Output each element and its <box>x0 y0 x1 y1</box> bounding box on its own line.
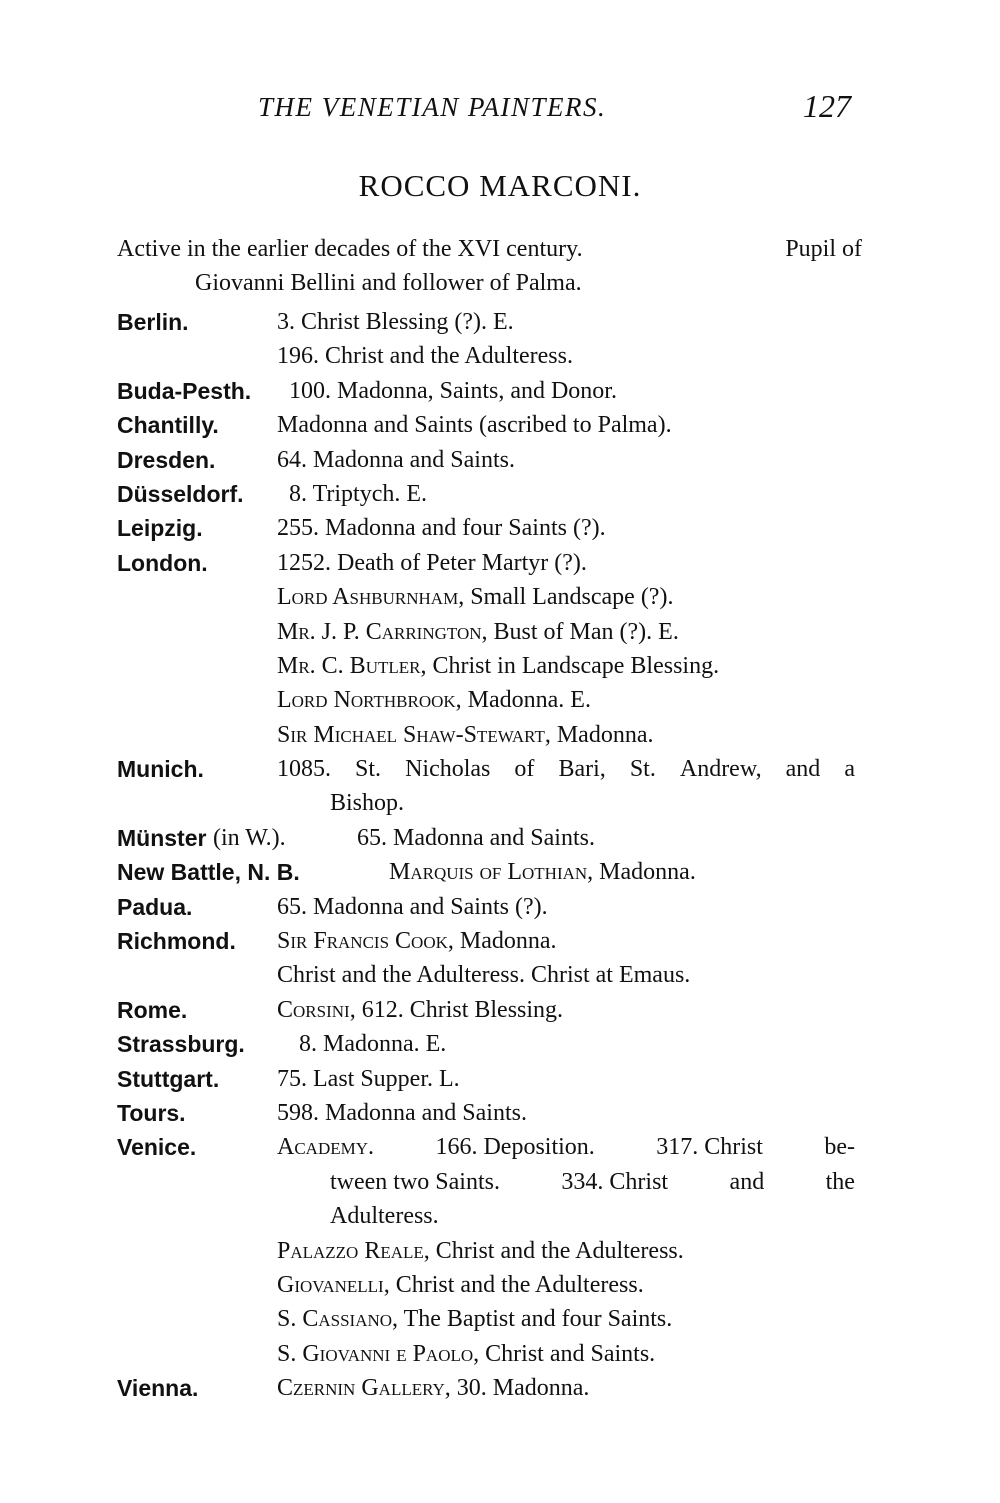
entry-text: 65. Madonna and Saints. <box>357 824 595 851</box>
entry-text <box>330 1165 855 1199</box>
entry-munster <box>117 821 862 855</box>
entry-part: 317. Christ <box>656 1134 763 1161</box>
entry-text <box>277 649 719 683</box>
word: Nicholas <box>405 756 491 783</box>
entry-rest: , The Baptist and four Saints. <box>392 1306 673 1333</box>
entry-london-cont <box>117 718 862 752</box>
entry-text <box>277 1337 655 1371</box>
entry-buda-pesth <box>117 374 862 408</box>
word: Bari, <box>558 756 606 783</box>
entry-london-cont <box>117 683 862 717</box>
city-name: Rome. <box>117 996 188 1023</box>
city-name: London. <box>117 549 208 576</box>
entry-text: 8. Madonna. E. <box>299 1031 447 1058</box>
city-name: Düsseldorf. <box>117 480 244 507</box>
entry-dresden <box>117 443 862 477</box>
entry-text: 100. Madonna, Saints, and Donor. <box>289 377 617 404</box>
entry-venice <box>117 1130 862 1164</box>
city-name: Leipzig. <box>117 515 203 542</box>
entry-stuttgart <box>117 1062 862 1096</box>
entry-text <box>277 1302 672 1336</box>
entry-strassburg <box>117 1027 862 1061</box>
entry-chantilly <box>117 408 862 442</box>
entry-rest: , Small Landscape (?). <box>458 584 674 611</box>
entry-rest: , Christ and the Adulteress. <box>383 1271 644 1298</box>
owner-name: S. Giovanni e Paolo <box>277 1340 474 1367</box>
city-name: Vienna. <box>117 1375 199 1402</box>
owner-name: Marquis of Lothian <box>389 859 588 886</box>
entry-london-cont <box>117 649 862 683</box>
owner-name: Mr. C. Butler <box>277 652 421 679</box>
word: St. <box>629 756 656 783</box>
entry-padua <box>117 890 862 924</box>
owner-name: Corsini <box>277 996 350 1023</box>
entry-london <box>117 546 862 580</box>
entry-rest: , 30. Madonna. <box>444 1375 590 1402</box>
city-name: Tours. <box>117 1099 186 1126</box>
entry-venice-cont <box>117 1165 862 1199</box>
entry-venice-cont <box>117 1234 862 1268</box>
running-title: THE VENETIAN PAINTERS. <box>258 92 607 122</box>
entry-leipzig <box>117 511 862 545</box>
entry-text <box>277 615 679 649</box>
entry-rest: , Madonna. <box>587 859 696 886</box>
entry-richmond <box>117 924 862 958</box>
entry-venice-cont <box>117 1302 862 1336</box>
entry-part: 334. Christ <box>561 1168 669 1195</box>
entry-rest: , Christ in Landscape Blessing. <box>420 652 720 679</box>
owner-name: Mr. J. P. Carrington <box>277 618 482 645</box>
owner-name: Sir Michael Shaw-Stewart <box>277 721 545 748</box>
city-name: Stuttgart. <box>117 1065 220 1092</box>
entry-rest: , 612. Christ Blessing. <box>349 996 564 1023</box>
entry-rest: , Madonna. <box>544 721 654 748</box>
entry-richmond-cont <box>117 958 862 992</box>
entry-text: 3. Christ Blessing (?). E. <box>277 309 514 335</box>
intro-line-2: Giovanni Bellini and follower of Palma. <box>195 270 582 296</box>
owner-name: Academy. <box>277 1134 375 1161</box>
entry-vienna <box>117 1371 862 1405</box>
entry-list <box>117 305 862 1406</box>
entry-text: 598. Madonna and Saints. <box>277 1099 527 1126</box>
city-name: Munich. <box>117 756 204 783</box>
word: St. <box>355 756 382 783</box>
entry-rest: , Madonna. <box>447 928 557 955</box>
entry-tours <box>117 1096 862 1130</box>
entry-text: 75. Last Supper. L. <box>277 1065 460 1092</box>
entry-text: Adulteress. <box>330 1203 439 1230</box>
entry-text <box>277 580 673 614</box>
entry-text: Madonna and Saints (ascribed to Palma). <box>277 412 672 439</box>
entry-part: the <box>825 1168 855 1195</box>
entry-rome <box>117 993 862 1027</box>
city-name: Chantilly. <box>117 412 219 439</box>
entry-rest: , Madonna. E. <box>455 687 591 714</box>
entry-text: 8. Triptych. E. <box>289 480 428 507</box>
entry-text <box>277 1268 644 1302</box>
city-name: Buda-Pesth. <box>117 377 252 404</box>
entry-berlin-cont <box>117 339 862 373</box>
intro-line-1 <box>117 232 862 266</box>
intro-paragraph <box>117 232 862 300</box>
city-name: Berlin. <box>117 309 189 335</box>
entry-text: Christ and the Adulteress. Christ at Emaus. <box>277 962 691 989</box>
entry-text: Bishop. <box>330 790 405 817</box>
owner-name: S. Cassiano <box>277 1306 393 1333</box>
word: and <box>785 756 821 783</box>
entry-text <box>277 752 855 786</box>
entry-part: be- <box>824 1134 855 1161</box>
entry-text: 64. Madonna and Saints. <box>277 446 515 473</box>
word: a <box>844 756 855 783</box>
entry-text <box>277 718 654 752</box>
entry-munich-cont <box>117 786 862 820</box>
entry-text <box>277 683 591 717</box>
entry-rest: , Christ and Saints. <box>473 1340 656 1367</box>
intro-text-b: Pupil of <box>785 236 862 262</box>
city-name: Strassburg. <box>117 1031 245 1058</box>
entry-part: tween two Saints. <box>330 1168 500 1195</box>
word: 1085. <box>277 756 331 783</box>
city-name: New Battle, N. B. <box>117 859 300 886</box>
owner-name: Lord Ashburnham <box>277 584 459 611</box>
entry-text: 1252. Death of Peter Martyr (?). <box>277 549 587 576</box>
entry-venice-cont <box>117 1199 862 1233</box>
owner-name: Czernin Gallery <box>277 1375 445 1402</box>
entry-venice-cont <box>117 1337 862 1371</box>
entry-rest: , Bust of Man (?). E. <box>481 618 679 645</box>
entry-new-battle <box>117 855 862 889</box>
page-number: 127 <box>803 88 851 124</box>
entry-part: and <box>729 1168 765 1195</box>
city-name: Venice. <box>117 1134 197 1161</box>
entry-text <box>389 855 696 889</box>
entry-text <box>277 924 557 958</box>
page-header <box>0 88 1000 132</box>
entry-rest: , Christ and the Adulteress. <box>423 1237 684 1264</box>
city-qualifier: (in W.). <box>213 824 286 851</box>
entry-text <box>277 1234 684 1268</box>
entry-berlin <box>117 305 862 339</box>
entry-venice-cont <box>117 1268 862 1302</box>
entry-munich <box>117 752 862 786</box>
entry-london-cont <box>117 615 862 649</box>
city-name: Münster <box>117 824 207 851</box>
entry-dusseldorf <box>117 477 862 511</box>
owner-name: Giovanelli <box>277 1271 384 1298</box>
entry-text <box>277 993 563 1027</box>
entry-part: 166. Deposition. <box>435 1134 595 1161</box>
entry-london-cont <box>117 580 862 614</box>
city-name: Padua. <box>117 893 193 920</box>
city-name: Richmond. <box>117 928 236 955</box>
owner-name: Palazzo Reale <box>277 1237 424 1264</box>
entry-text: 65. Madonna and Saints (?). <box>277 893 548 920</box>
section-title: ROCCO MARCONI. <box>358 168 642 203</box>
city-name: Dresden. <box>117 446 216 473</box>
entry-text <box>277 1371 589 1405</box>
word: Andrew, <box>679 756 762 783</box>
owner-name: Lord Northbrook <box>277 687 456 714</box>
owner-name: Sir Francis Cook <box>277 928 448 955</box>
entry-text: 255. Madonna and four Saints (?). <box>277 515 606 542</box>
entry-text: 196. Christ and the Adulteress. <box>277 343 573 370</box>
entry-text <box>277 1130 855 1164</box>
intro-text-a: Active in the earlier decades of the XVI century. <box>117 236 583 262</box>
word: of <box>514 756 535 783</box>
